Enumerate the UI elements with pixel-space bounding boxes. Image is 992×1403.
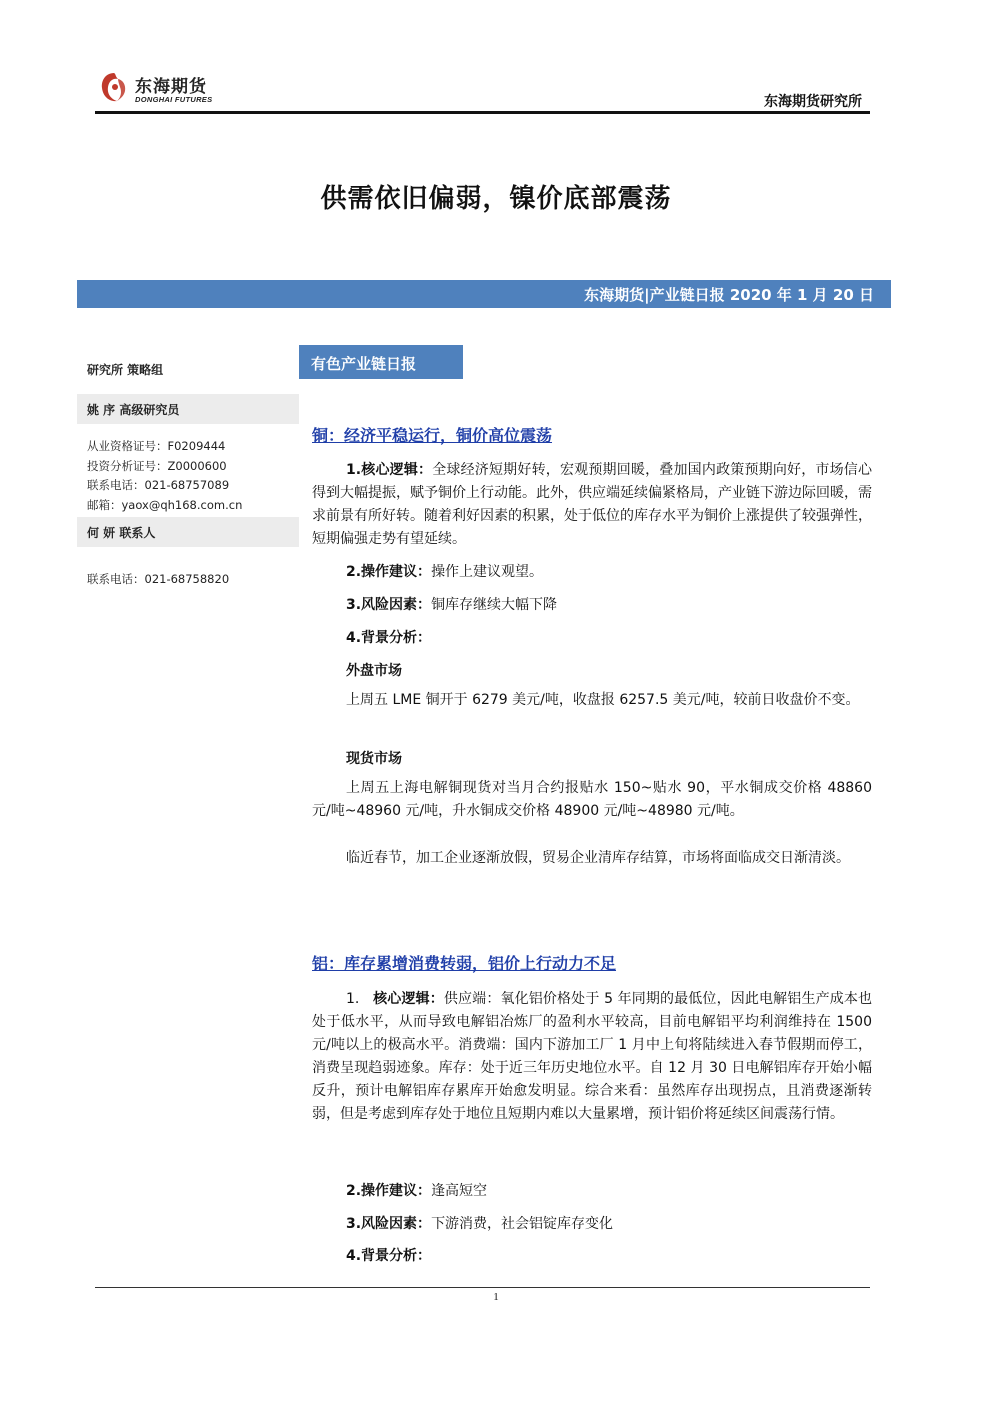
report-title: 供需依旧偏弱，镍价底部震荡: [320, 184, 672, 214]
analyst-bar: [77, 394, 299, 424]
aluminum-risk-label: 3.风险因素：: [346, 1216, 432, 1232]
copper-risk-label: 3.风险因素：: [346, 597, 432, 613]
aluminum-advice-label: 2.操作建议：: [346, 1183, 432, 1199]
aluminum-risk: [312, 1213, 872, 1236]
research-group: 研究所 策略组: [87, 363, 164, 377]
page-header: [95, 60, 870, 116]
aluminum-logic-label: 核心逻辑：: [373, 991, 444, 1007]
spot-market-text-2: 临近春节，加工企业逐渐放假，贸易企业清库存结算，市场将面临成交日渐清淡。: [346, 850, 850, 866]
copper-bg-label: 4.背景分析：: [346, 630, 432, 646]
contact-phone-number: 联系电话：021-68758820: [87, 572, 230, 586]
aluminum-logic-text: 供应端：氧化铝价格处于 5 年同期的最低位，因此电解铝生产成本也处于低水平，从而导致电解铝冶炼厂的盈利水平较高，目前电解铝平均利润维持在 1500 元/吨以上的极高水平。消费端：国内下游加工厂 1 月中上旬将陆续进入春节假期而停工，消费呈现趋弱迹象。库存：处于近三年历史地位水平。自 12 月 30 日电解铝库存开始小幅反升，预计电解铝库存累库开始愈发明显。综合来看：虽然库存出现拐点，且消费逐渐转弱，但是考虑到库存处于地位且短期内难以大量累增，预计铝价将延续区间震荡行情。: [312, 991, 873, 1122]
aluminum-logic-number: 1.: [346, 991, 360, 1007]
aluminum-heading[interactable]: 铝：库存累增消费转弱，铝价上行动力不足: [312, 954, 617, 973]
investment-license-number: 投资分析证号：Z0000600: [87, 459, 227, 473]
aluminum-bg-label: 4.背景分析：: [346, 1248, 432, 1264]
aluminum-core-logic: [312, 988, 872, 1126]
copper-advice: [312, 561, 872, 584]
email-address[interactable]: 邮箱：yaox@qh168.com.cn: [87, 498, 243, 512]
donghai-logo-icon: [99, 70, 129, 104]
footer-divider: [95, 1287, 870, 1288]
aluminum-risk-text: 下游消费，社会铝锭库存变化: [431, 1216, 614, 1232]
logo-en-text: DONGHAI FUTURES: [135, 95, 213, 104]
analyst-name-title: 姚 序 高级研究员: [87, 403, 180, 417]
copper-heading[interactable]: 铜：经济平稳运行，铜价高位震荡: [312, 426, 553, 445]
date-banner: [77, 280, 891, 308]
institute-name: 东海期货研究所: [764, 94, 862, 110]
phone-number: 联系电话：021-68757089: [87, 478, 230, 492]
copper-logic-label: 1.核心逻辑：: [346, 462, 433, 478]
contact-name-title: 何 妍 联系人: [87, 526, 156, 540]
page-number: 1: [493, 1291, 499, 1303]
company-logo: [95, 64, 225, 108]
license-number: 从业资格证号：F0209444: [87, 439, 226, 453]
logo-cn-text: 东海期货: [135, 77, 207, 97]
banner-text: 东海期货|产业链日报 2020 年 1 月 20 日: [584, 286, 874, 304]
copper-risk-text: 铜库存继续大幅下降: [431, 597, 558, 613]
contact-bar: [77, 517, 299, 547]
aluminum-background: [312, 1245, 872, 1268]
aluminum-advice-text: 逢高短空: [431, 1183, 488, 1199]
section-label: [299, 345, 463, 379]
copper-logic-text: 全球经济短期好转，宏观预期回暖，叠加国内政策预期向好，市场信心得到大幅提振，赋予铜价上行动能。此外，供应端延续偏紧格局，产业链下游边际回暖，需求前景有所好转。随着利好因素的积累，处于低位的库存水平为铜价上涨提供了较强弹性，短期偏强走势有望延续。: [312, 462, 872, 547]
copper-core-logic: [312, 459, 872, 551]
foreign-market-text: 上周五 LME 铜开于 6279 美元/吨，收盘报 6257.5 美元/吨，较前日收盘价不变。: [346, 692, 860, 708]
spot-market-text-1: 上周五上海电解铜现货对当月合约报贴水 150~贴水 90，平水铜成交价格 48860 元/吨~48960 元/吨，升水铜成交价格 48900 元/吨~48980 元/吨。: [312, 780, 872, 819]
foreign-market-title: 外盘市场: [346, 663, 402, 679]
header-divider: [95, 111, 870, 114]
section-label-text: 有色产业链日报: [311, 355, 417, 373]
copper-advice-label: 2.操作建议：: [346, 564, 432, 580]
copper-risk: [312, 594, 872, 617]
copper-background: [312, 627, 872, 650]
spot-market-title: 现货市场: [346, 751, 402, 767]
aluminum-advice: [312, 1180, 872, 1203]
copper-advice-text: 操作上建议观望。: [431, 564, 544, 580]
